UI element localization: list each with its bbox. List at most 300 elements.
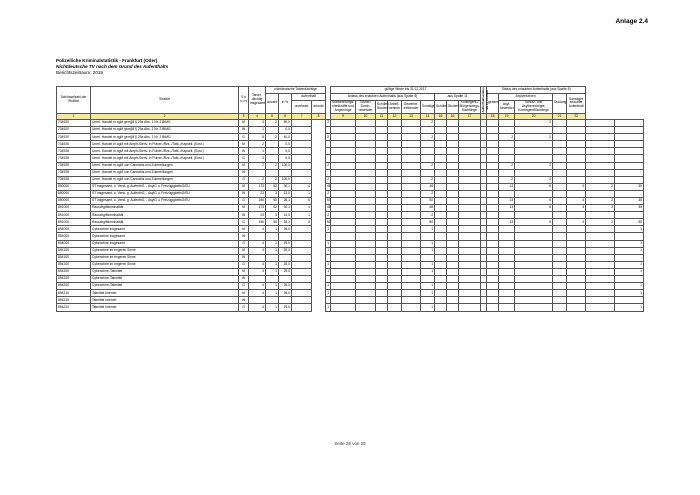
value-cell: 1	[326, 247, 331, 254]
value-cell	[499, 119, 515, 126]
sex-code: W	[239, 127, 249, 134]
value-cell	[447, 283, 459, 290]
value-cell	[388, 190, 402, 197]
value-cell: 173	[249, 205, 266, 212]
value-cell	[447, 219, 459, 226]
value-cell	[292, 268, 312, 275]
value-cell	[421, 169, 435, 176]
value-cell: 2	[421, 212, 435, 219]
sex-code: M	[239, 183, 249, 190]
value-cell: 0,0	[279, 155, 292, 162]
value-cell	[356, 261, 376, 268]
report-title: Polizeiliche Kriminalstatistik - Frankfurt (Oder)	[56, 58, 158, 63]
spacer	[312, 290, 326, 297]
value-cell	[402, 233, 421, 240]
value-cell	[435, 119, 447, 126]
value-cell	[459, 226, 481, 233]
value-cell	[567, 304, 586, 311]
value-cell	[356, 226, 376, 233]
value-cell	[447, 127, 459, 134]
value-cell	[356, 268, 376, 275]
spacer	[312, 261, 326, 268]
value-cell	[356, 141, 376, 148]
value-cell	[586, 190, 615, 197]
value-cell: 2	[266, 119, 279, 126]
value-cell	[279, 169, 292, 176]
value-cell	[388, 233, 402, 240]
offense-key: 890000	[57, 183, 91, 190]
value-cell	[376, 198, 388, 205]
value-cell	[331, 297, 356, 304]
value-cell	[356, 155, 376, 162]
value-cell	[586, 254, 615, 261]
value-cell	[487, 290, 499, 297]
sex-code: G	[239, 240, 249, 247]
column-number: 13	[402, 113, 421, 119]
table-body	[57, 119, 644, 311]
column-number: 18	[487, 113, 499, 119]
value-cell	[356, 290, 376, 297]
value-cell	[356, 119, 376, 126]
value-cell: 28,1	[279, 198, 292, 205]
value-cell	[376, 141, 388, 148]
value-cell: 35	[615, 219, 644, 226]
value-cell	[586, 240, 615, 247]
value-cell: 48	[421, 205, 435, 212]
value-cell: 5	[292, 198, 312, 205]
col-header-unerlaubt: unerlaubt	[292, 101, 312, 113]
offense-name: Cybercrime im engeren Sinne	[91, 254, 239, 261]
value-cell	[435, 134, 447, 141]
value-cell	[586, 119, 615, 126]
value-cell: 6	[515, 183, 553, 190]
value-cell	[435, 247, 447, 254]
value-cell	[553, 183, 567, 190]
col-header-sonstige: Sonstige	[421, 101, 435, 113]
value-cell	[388, 290, 402, 297]
value-cell	[331, 190, 356, 197]
value-cell	[586, 127, 615, 134]
value-cell: 25,0	[279, 268, 292, 275]
value-cell: 2	[266, 134, 279, 141]
offense-name: Unerl. Handel m.ngM von Cannabis und Zubereitungen	[91, 169, 239, 176]
value-cell	[356, 134, 376, 141]
value-cell: 100,0	[279, 176, 292, 183]
value-cell: 50	[326, 198, 331, 205]
value-cell	[487, 297, 499, 304]
offense-key: 894000	[57, 226, 91, 233]
value-cell	[447, 304, 459, 311]
value-cell	[356, 247, 376, 254]
sex-code: W	[239, 233, 249, 240]
value-cell	[459, 141, 481, 148]
column-number: 17	[459, 113, 481, 119]
value-cell	[515, 190, 553, 197]
value-cell	[487, 183, 499, 190]
value-cell	[388, 205, 402, 212]
value-cell	[376, 304, 388, 311]
table-row	[57, 226, 644, 233]
value-cell	[567, 283, 586, 290]
table-row	[57, 212, 644, 219]
offense-name: Unerl. Handel m.ngM gem§8 § 29a Abs. 1 Nr. 2 BtMG	[91, 127, 239, 134]
value-cell	[553, 169, 567, 176]
spacer	[312, 254, 326, 261]
value-cell: 1	[266, 268, 279, 275]
value-cell	[553, 148, 567, 155]
offense-name: Cybercrime im engeren Sinne	[91, 261, 239, 268]
value-cell: 25,0	[279, 240, 292, 247]
column-number: 2	[91, 113, 239, 119]
col-header-asyl: Asylverfahren	[499, 94, 553, 101]
value-cell	[447, 148, 459, 155]
value-cell	[515, 141, 553, 148]
table-row	[57, 176, 644, 183]
value-cell	[615, 119, 644, 126]
offense-name: Tatmittel Internet	[91, 290, 239, 297]
value-cell	[459, 261, 481, 268]
value-cell: 25,0	[279, 290, 292, 297]
value-cell	[435, 304, 447, 311]
value-cell: 4	[249, 119, 266, 126]
value-cell	[435, 141, 447, 148]
value-cell: 2	[249, 176, 266, 183]
offense-key: 891000	[57, 219, 91, 226]
value-cell	[376, 134, 388, 141]
sex-code: G	[239, 304, 249, 311]
sex-code: G	[239, 134, 249, 141]
value-cell	[388, 226, 402, 233]
value-cell	[499, 240, 515, 247]
offense-name: Unerl. Handel m.ngM gem§8 § 29a Abs. 1 Nr. 2 BtMG	[91, 134, 239, 141]
value-cell	[402, 226, 421, 233]
value-cell	[586, 283, 615, 290]
value-cell: 1	[266, 261, 279, 268]
value-cell: 2	[421, 162, 435, 169]
value-cell	[487, 219, 499, 226]
spacer	[312, 205, 326, 212]
value-cell	[402, 169, 421, 176]
value-cell: 50,0	[279, 119, 292, 126]
table-row	[57, 198, 644, 205]
value-cell: 196	[249, 219, 266, 226]
value-cell	[586, 169, 615, 176]
offense-key: 734920	[57, 119, 91, 126]
value-cell	[435, 169, 447, 176]
table-row	[57, 119, 644, 126]
value-cell: 1	[249, 148, 266, 155]
offense-key: 894200	[57, 268, 91, 275]
sex-code: W	[239, 297, 249, 304]
value-cell	[459, 304, 481, 311]
value-cell: 2	[515, 162, 553, 169]
value-cell	[376, 290, 388, 297]
value-cell	[279, 297, 292, 304]
value-cell: 2	[586, 198, 615, 205]
value-cell	[567, 190, 586, 197]
value-cell	[331, 276, 356, 283]
value-cell: 4	[567, 205, 586, 212]
value-cell	[447, 198, 459, 205]
value-cell	[447, 297, 459, 304]
value-cell: 1	[266, 290, 279, 297]
offense-name: Unerl. Handel m.ngM von Cannabis und Zubereitungen	[91, 162, 239, 169]
value-cell	[292, 233, 312, 240]
value-cell	[402, 127, 421, 134]
value-cell	[331, 119, 356, 126]
value-cell	[388, 240, 402, 247]
value-cell	[388, 176, 402, 183]
value-cell: 3	[266, 190, 279, 197]
value-cell	[435, 176, 447, 183]
value-cell	[487, 148, 499, 155]
value-cell	[435, 290, 447, 297]
offense-key: 890000	[57, 190, 91, 197]
value-cell	[402, 276, 421, 283]
value-cell	[553, 134, 567, 141]
value-cell	[487, 261, 499, 268]
value-cell	[356, 254, 376, 261]
value-cell	[435, 205, 447, 212]
sex-code: M	[239, 247, 249, 254]
table-row	[57, 290, 644, 297]
spacer	[312, 198, 326, 205]
value-cell	[388, 119, 402, 126]
spacer	[312, 141, 326, 148]
value-cell	[388, 297, 402, 304]
value-cell	[586, 276, 615, 283]
value-cell	[402, 212, 421, 219]
value-cell: 1	[421, 304, 435, 311]
value-cell	[553, 219, 567, 226]
value-cell	[553, 212, 567, 219]
value-cell	[447, 261, 459, 268]
value-cell	[499, 212, 515, 219]
value-cell	[266, 254, 279, 261]
spacer	[312, 183, 326, 190]
offense-name: Unerl. Handel m.ngM mit Amph./Deriv. in Pulver-/Rzs.-/Tabl.-/Kapself. (Ecst.)	[91, 148, 239, 155]
offense-key: 734928	[57, 162, 91, 169]
value-cell	[499, 290, 515, 297]
value-cell	[459, 240, 481, 247]
value-cell	[553, 119, 567, 126]
value-cell	[615, 134, 644, 141]
table-row	[57, 148, 644, 155]
column-number: 4	[249, 113, 266, 119]
value-cell: 4	[567, 219, 586, 226]
value-cell	[459, 176, 481, 183]
value-cell	[499, 190, 515, 197]
value-cell: 2	[326, 119, 331, 126]
spacer	[312, 297, 326, 304]
table-row	[57, 304, 644, 311]
value-cell	[402, 119, 421, 126]
value-cell	[356, 297, 376, 304]
value-cell	[388, 212, 402, 219]
value-cell	[459, 134, 481, 141]
value-cell: 4	[292, 183, 312, 190]
value-cell: 4	[249, 290, 266, 297]
column-number: 22	[567, 113, 586, 119]
value-cell: 50	[421, 198, 435, 205]
value-cell	[292, 261, 312, 268]
offense-key: 734928	[57, 169, 91, 176]
value-cell	[292, 226, 312, 233]
spacer	[312, 276, 326, 283]
value-cell	[567, 141, 586, 148]
value-cell: 23	[249, 212, 266, 219]
offense-name: Unerl. Handel m.ngM gem§8 § 29a Abs. 1 Nr. 2 BtMG	[91, 119, 239, 126]
value-cell: 4	[249, 283, 266, 290]
value-cell	[292, 148, 312, 155]
value-cell: 4	[249, 268, 266, 275]
value-cell: 196	[249, 198, 266, 205]
spacer	[312, 233, 326, 240]
value-cell	[266, 169, 279, 176]
value-cell: 3	[266, 212, 279, 219]
value-cell	[376, 119, 388, 126]
value-cell	[292, 254, 312, 261]
value-cell	[292, 169, 312, 176]
col-header-aufenthalt: Aufenthalt	[292, 94, 326, 101]
value-cell	[435, 198, 447, 205]
value-cell	[376, 205, 388, 212]
table-row	[57, 205, 644, 212]
value-cell	[249, 169, 266, 176]
value-cell: 2	[326, 162, 331, 169]
value-cell	[487, 162, 499, 169]
value-cell	[388, 254, 402, 261]
value-cell	[356, 190, 376, 197]
value-cell	[515, 283, 553, 290]
column-number: 15	[435, 113, 447, 119]
value-cell	[459, 276, 481, 283]
value-cell	[447, 254, 459, 261]
value-cell	[435, 183, 447, 190]
value-cell: 2	[421, 119, 435, 126]
value-cell	[292, 240, 312, 247]
value-cell	[388, 162, 402, 169]
sex-code: G	[239, 219, 249, 226]
offense-key: 734926	[57, 155, 91, 162]
value-cell	[447, 119, 459, 126]
value-cell: 6	[515, 219, 553, 226]
value-cell	[515, 290, 553, 297]
value-cell: 1	[266, 226, 279, 233]
value-cell: 3	[249, 155, 266, 162]
value-cell	[356, 283, 376, 290]
value-cell	[435, 162, 447, 169]
offense-name: Rauschgiftkriminalität	[91, 212, 239, 219]
value-cell	[499, 226, 515, 233]
table-row	[57, 297, 644, 304]
value-cell: 0,0	[279, 141, 292, 148]
value-cell	[421, 141, 435, 148]
value-cell	[402, 134, 421, 141]
document-header	[56, 58, 168, 76]
value-cell	[279, 233, 292, 240]
value-cell: 25,0	[279, 247, 292, 254]
value-cell: 55	[266, 219, 279, 226]
value-cell	[586, 134, 615, 141]
value-cell: 52	[266, 183, 279, 190]
value-cell	[515, 304, 553, 311]
value-cell: 1	[266, 283, 279, 290]
value-cell	[356, 176, 376, 183]
value-cell	[447, 240, 459, 247]
value-cell	[567, 119, 586, 126]
value-cell	[376, 162, 388, 169]
value-cell	[435, 268, 447, 275]
value-cell	[499, 283, 515, 290]
value-cell	[388, 127, 402, 134]
value-cell	[402, 183, 421, 190]
value-cell: 30,1	[279, 205, 292, 212]
sex-code: W	[239, 148, 249, 155]
offense-name: Rauschgiftkriminalität	[91, 219, 239, 226]
sex-code: W	[239, 254, 249, 261]
value-cell	[567, 268, 586, 275]
value-cell	[499, 127, 515, 134]
value-cell	[447, 276, 459, 283]
value-cell: 1	[421, 290, 435, 297]
value-cell	[292, 283, 312, 290]
table-row	[57, 183, 644, 190]
value-cell	[553, 176, 567, 183]
value-cell	[292, 290, 312, 297]
value-cell	[567, 134, 586, 141]
value-cell	[356, 148, 376, 155]
col-header-tourist: Tourist / Durch-reisender	[356, 101, 376, 113]
value-cell: 1	[326, 226, 331, 233]
value-cell	[553, 304, 567, 311]
value-cell	[553, 276, 567, 283]
offense-key: 894200	[57, 276, 91, 283]
value-cell	[402, 198, 421, 205]
value-cell	[292, 276, 312, 283]
value-cell	[499, 155, 515, 162]
value-cell	[615, 169, 644, 176]
offense-name: Unerl. Handel m.ngM von Cannabis und Zubereitungen	[91, 176, 239, 183]
value-cell	[331, 240, 356, 247]
value-cell	[615, 155, 644, 162]
value-cell: 2	[326, 212, 331, 219]
value-cell	[376, 155, 388, 162]
value-cell	[331, 148, 356, 155]
value-cell: 1	[326, 283, 331, 290]
value-cell	[459, 212, 481, 219]
value-cell	[356, 162, 376, 169]
value-cell	[567, 233, 586, 240]
col-header-straftat: Straftat	[91, 87, 239, 114]
value-cell: 4	[292, 205, 312, 212]
value-cell	[487, 155, 499, 162]
sex-code: M	[239, 205, 249, 212]
value-cell	[447, 169, 459, 176]
value-cell	[615, 141, 644, 148]
col-header-duldung: Duldung	[553, 94, 567, 113]
column-number: 14	[421, 113, 435, 119]
value-cell	[331, 127, 356, 134]
value-cell	[515, 297, 553, 304]
value-cell	[388, 283, 402, 290]
value-cell	[586, 290, 615, 297]
value-cell	[249, 297, 266, 304]
value-cell: 25,0	[279, 261, 292, 268]
value-cell	[487, 268, 499, 275]
value-cell: 40,0	[279, 134, 292, 141]
value-cell	[553, 127, 567, 134]
